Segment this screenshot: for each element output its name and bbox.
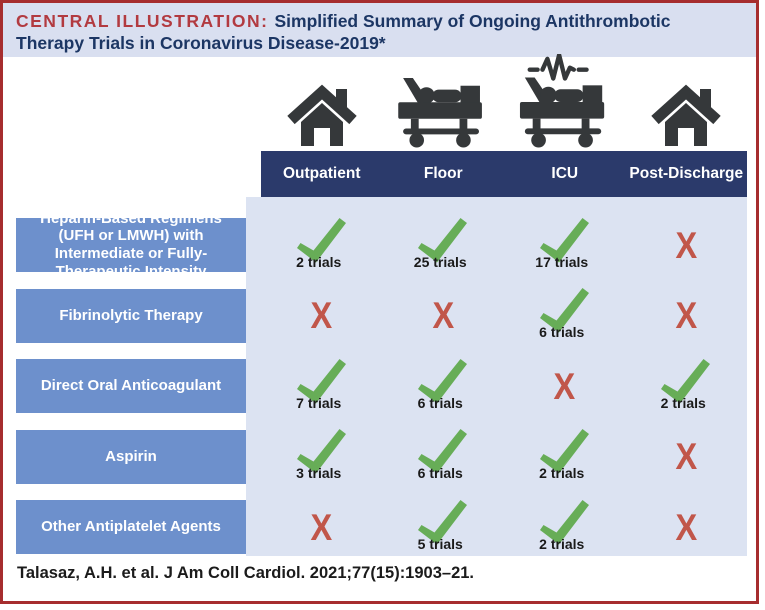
table-cell: [261, 289, 383, 343]
x-mark-icon: X: [553, 365, 576, 407]
table-cell: [626, 359, 748, 413]
row-cells: [261, 218, 747, 272]
home-icon: [261, 66, 383, 148]
x-mark-icon: X: [310, 295, 333, 336]
table-cell: [383, 359, 505, 413]
table-cell: [626, 218, 748, 272]
row-label: Other Antiplatelet Agents: [16, 500, 246, 554]
checkmark-icon: [413, 217, 470, 270]
trials-count: 6 trials: [417, 394, 463, 411]
table-cell: [626, 500, 748, 554]
hospital-bed-icon: [383, 66, 505, 148]
table-row: [16, 209, 747, 280]
table-cell: [504, 430, 626, 484]
column-header-post-discharge: Post-Discharge: [629, 165, 744, 182]
row-label: Direct Oral Anticoagulant: [16, 359, 246, 413]
table-cell: [261, 218, 383, 272]
table-cell: [383, 218, 505, 272]
checkmark-icon: [539, 287, 591, 340]
table-cell: [383, 289, 505, 343]
title-text: Simplified Summary of Ongoing Antithrombotic Therapy Trials in Coronavirus Disease-2019*: [16, 11, 671, 54]
table-cell: [626, 289, 748, 343]
trials-count: 2 trials: [296, 253, 342, 270]
table-row: [16, 430, 747, 484]
row-cells: [261, 500, 747, 554]
column-header-bar: [261, 151, 747, 197]
icu-bed-ecg-icon: [504, 66, 626, 148]
checkmark-icon: [296, 358, 348, 411]
column-header-icu: ICU: [551, 165, 579, 182]
figure-title: [3, 3, 756, 57]
x-mark-icon: X: [675, 224, 698, 266]
checkmark-icon: [296, 428, 348, 481]
table-cell: [504, 500, 626, 554]
x-mark-icon: X: [675, 436, 698, 477]
row-cells: [261, 289, 747, 343]
table-cell: [261, 359, 383, 413]
table-cell: [504, 218, 626, 272]
setting-icons-row: [261, 66, 747, 148]
checkmark-icon: [660, 358, 712, 411]
x-mark-icon: X: [675, 506, 698, 548]
table-cell: [261, 430, 383, 484]
checkmark-icon: [539, 428, 591, 481]
trials-count: 7 trials: [296, 394, 342, 411]
table-cell: [504, 359, 626, 413]
trials-count: 5 trials: [417, 535, 463, 552]
row-label: Fibrinolytic Therapy: [16, 289, 246, 343]
home-icon: [626, 66, 748, 148]
table-cell: [261, 500, 383, 554]
table-row: [16, 289, 747, 343]
row-cells: [261, 359, 747, 413]
table-row: [16, 359, 747, 413]
column-header-outpatient: Outpatient: [283, 165, 361, 182]
table-cell: [383, 430, 505, 484]
title-prefix: CENTRAL ILLUSTRATION:: [16, 11, 269, 31]
table-cell: [626, 430, 748, 484]
row-label: Heparin-Based Regimens (UFH or LMWH) with Intermediate or Fully-Therapeutic Intensity: [16, 218, 246, 272]
row-cells: [261, 430, 747, 484]
trials-count: 6 trials: [417, 465, 463, 481]
trials-count: 25 trials: [413, 253, 467, 270]
x-mark-icon: X: [432, 295, 455, 336]
x-mark-icon: X: [310, 506, 333, 548]
row-label: Aspirin: [16, 430, 246, 484]
checkmark-icon: [417, 358, 469, 411]
checkmark-icon: [417, 428, 469, 481]
table-row: [16, 500, 747, 554]
table-cell: [504, 289, 626, 343]
trials-count: 6 trials: [539, 324, 585, 340]
checkmark-icon: [296, 217, 348, 270]
checkmark-icon: [535, 217, 591, 270]
trials-count: 3 trials: [296, 465, 342, 481]
x-mark-icon: X: [675, 295, 698, 336]
trials-count: 2 trials: [660, 394, 706, 411]
trials-count: 2 trials: [539, 465, 585, 481]
column-header-floor: Floor: [423, 165, 463, 182]
checkmark-icon: [539, 499, 591, 552]
checkmark-icon: [417, 499, 469, 552]
table-cell: [383, 500, 505, 554]
citation: Talasaz, A.H. et al. J Am Coll Cardiol. 2021;77(15):1903–21.: [17, 564, 475, 582]
trials-count: 2 trials: [539, 535, 585, 552]
trials-count: 17 trials: [535, 253, 589, 270]
